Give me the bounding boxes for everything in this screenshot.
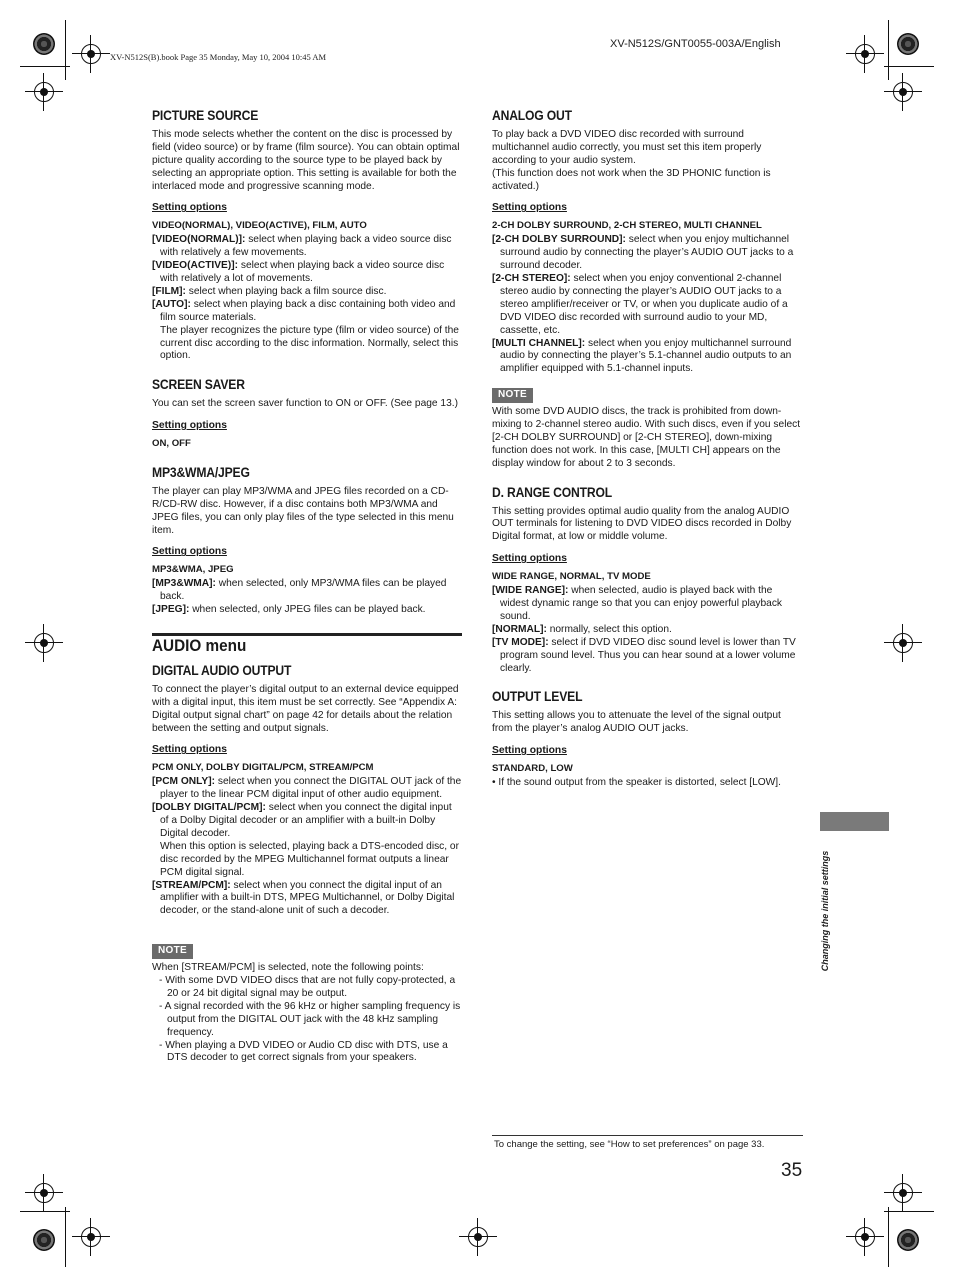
section-body: To play back a DVD VIDEO disc recorded with surround multichannel audio correctly, you must set this item properly according to your audio system.	[492, 128, 762, 166]
note-item: - A signal recorded with the 96 kHz or higher sampling frequency is output from the DIGITAL OUT jack with the 48 kHz sampling frequency.	[159, 1000, 461, 1038]
registration-dial-bottom-right	[897, 1229, 919, 1251]
crop-mark	[884, 1211, 934, 1212]
page-number: 35	[781, 1160, 803, 1181]
output-level-section	[492, 691, 802, 789]
option-continuation: When this option is selected, playing back a DTS-encoded disc, or disc recorded by the MPEG Multichannel format outputs a linear PCM digital signal.	[160, 840, 459, 878]
registration-mark	[34, 633, 54, 653]
registration-mark	[34, 82, 54, 102]
option-item: [PCM ONLY]: select when you connect the DIGITAL OUT jack of the player to the linear PCM digital input of other audio equipment.	[152, 776, 462, 801]
option-continuation: The player recognizes the picture type (film or video source) of the current disc according to the disc information. Normally, select this option.	[160, 324, 459, 362]
crop-mark	[65, 1207, 66, 1267]
registration-mark	[81, 1227, 101, 1247]
note-item: - With some DVD VIDEO discs that are not fully copy-protected, a 20 or 24 bit digital signal may be output.	[159, 975, 456, 999]
note-badge: NOTE	[152, 944, 193, 959]
option-item: [DOLBY DIGITAL/PCM]: select when you connect the digital input of a Dolby Digital decoder or an amplifier with a built-in Dolby Digital decoder.	[152, 802, 452, 839]
d-range-control-section	[492, 484, 802, 676]
screen-saver-section	[152, 379, 462, 451]
registration-mark	[468, 1227, 488, 1247]
audio-menu-title: AUDIO menu	[152, 636, 247, 655]
section-body: You can set the screen saver function to ON or OFF. (See page 13.)	[152, 398, 458, 410]
section-title: DIGITAL AUDIO OUTPUT	[152, 662, 292, 678]
footer-divider	[492, 1135, 803, 1136]
section-body: This mode selects whether the content on the disc is processed by field (video source) or by frame (film source). You can obtain optimal picture quality according to the source type to be played back by selecting an appropriate option. This setting is available for both the interlaced mode and progressive scanning mode.	[152, 128, 460, 192]
option-item: [2-CH DOLBY SURROUND]: select when you enjoy multichannel surround audio by connecting the player’s AUDIO OUT jacks to a surround decoder.	[492, 234, 794, 272]
registration-mark	[34, 1183, 54, 1203]
setting-options-label: Setting options	[152, 202, 227, 214]
section-body-note: (This function does not work when the 3D PHONIC function is activated.)	[492, 167, 771, 192]
crop-mark	[888, 1207, 889, 1267]
registration-dial-top-left	[33, 33, 55, 55]
option-item: [TV MODE]: select if DVD VIDEO disc sound level is lower than TV program sound level. Thus you can hear sound at a lower volume clearly.	[492, 636, 796, 674]
mp3-wma-jpeg-section	[152, 464, 462, 617]
options-list: WIDE RANGE, NORMAL, TV MODE	[492, 571, 651, 583]
option-item: [VIDEO(ACTIVE)]: select when playing back a video source disc with relatively a lot of movements.	[152, 260, 445, 284]
doc-code: XV-N512S/GNT0055-003A/English	[610, 38, 781, 50]
option-item: [AUTO]: select when playing back a disc containing both video and film source materials.	[152, 298, 456, 323]
options-list: MP3&WMA, JPEG	[152, 564, 234, 576]
picture-source-section	[152, 110, 462, 363]
options-list: VIDEO(NORMAL), VIDEO(ACTIVE), FILM, AUTO	[152, 220, 367, 232]
registration-mark	[855, 44, 875, 64]
option-item: [MP3&WMA]: when selected, only MP3/WMA files can be played back.	[152, 578, 447, 603]
section-title: PICTURE SOURCE	[152, 108, 259, 123]
registration-mark	[893, 633, 913, 653]
setting-options-label: Setting options	[492, 745, 567, 757]
note-item: - When playing a DVD VIDEO or Audio CD disc with DTS, use a DTS decoder to get correct signals from your speakers.	[159, 1039, 448, 1064]
section-body: This setting provides optimal audio quality from the analog AUDIO OUT terminals for listening to DVD VIDEO discs recorded in Dolby Digital format, at low or middle volume.	[492, 505, 792, 543]
note-badge: NOTE	[492, 388, 533, 403]
right-column	[492, 110, 802, 806]
chapter-side-label: Changing the initial settings	[820, 850, 830, 972]
section-body: The player can play MP3/WMA and JPEG files recorded on a CD-R/CD-RW disc. However, if a disc contains both MP3/WMA and JPEG files, you can only play files of the type selected in this menu item.	[152, 485, 454, 536]
registration-mark	[893, 1183, 913, 1203]
crop-mark	[65, 20, 66, 80]
section-body: To connect the player’s digital output to an external device equipped with a digital input, this item must be set correctly. See “Appendix A: Digital output signal chart” on page 42 for details about the relation between the setting and output signals.	[152, 683, 459, 734]
setting-options-label: Setting options	[152, 744, 227, 756]
crop-mark	[884, 66, 934, 67]
registration-dial-top-right	[897, 33, 919, 55]
digital-audio-output-section	[152, 662, 462, 1065]
option-item: [JPEG]: when selected, only JPEG files can be played back.	[152, 604, 426, 616]
option-item: [FILM]: select when playing back a film source disc.	[152, 285, 387, 297]
setting-options-label: Setting options	[492, 553, 567, 565]
registration-mark	[893, 82, 913, 102]
footer-reference: To change the setting, see “How to set preferences” on page 33.	[494, 1139, 765, 1150]
setting-options-label: Setting options	[152, 546, 227, 558]
note-intro: When [STREAM/PCM] is selected, note the following points:	[152, 962, 424, 974]
registration-dial-bottom-left	[33, 1229, 55, 1251]
section-title: MP3&WMA/JPEG	[152, 464, 250, 480]
section-title: OUTPUT LEVEL	[492, 689, 583, 705]
setting-options-label: Setting options	[152, 420, 227, 432]
left-column	[152, 110, 462, 1081]
option-item: [MULTI CHANNEL]: select when you enjoy multichannel surround audio by connecting the player’s 5.1-channel audio outputs to an amplifier equipped with 5.1-channel inputs.	[492, 337, 792, 375]
option-item: [2-CH STEREO]: select when you enjoy conventional 2-channel stereo audio by connecting the player’s AUDIO OUT jacks to a stereo amplifier/receiver or TV, or when you duplicate audio of a DVD VIDEO disc recorded with surround audio to your MD, cassette, etc.	[492, 272, 788, 336]
options-list: ON, OFF	[152, 438, 191, 450]
setting-options-label: Setting options	[492, 202, 567, 214]
crop-mark	[888, 20, 889, 80]
option-item: [WIDE RANGE]: when selected, audio is played back with the widest dynamic range so that you can enjoy powerful playback sound.	[492, 585, 783, 622]
options-list: PCM ONLY, DOLBY DIGITAL/PCM, STREAM/PCM	[152, 762, 374, 774]
chapter-tab	[820, 812, 889, 831]
bullet-item: • If the sound output from the speaker is distorted, select [LOW].	[492, 776, 781, 788]
section-title: D. RANGE CONTROL	[492, 484, 612, 500]
crop-mark	[20, 1211, 70, 1212]
analog-out-section	[492, 110, 802, 471]
options-list: STANDARD, LOW	[492, 763, 573, 775]
section-body: This setting allows you to attenuate the level of the signal output from the player’s analog AUDIO OUT jacks.	[492, 710, 781, 735]
crop-mark	[20, 66, 70, 67]
section-title: SCREEN SAVER	[152, 377, 245, 393]
file-info: XV-N512S(B).book Page 35 Monday, May 10, 2004 10:45 AM	[110, 52, 327, 62]
option-item: [VIDEO(NORMAL)]: select when playing back a video source disc with relatively a few movements.	[152, 234, 452, 259]
section-title: ANALOG OUT	[492, 108, 572, 123]
options-list: 2-CH DOLBY SURROUND, 2-CH STEREO, MULTI CHANNEL	[492, 220, 762, 232]
option-item: [STREAM/PCM]: select when you connect the digital input of an amplifier with a built-in DTS, MPEG Multichannel, or Dolby Digital decoder, or the stand-alone unit of such a decoder.	[152, 879, 455, 917]
registration-mark	[855, 1227, 875, 1247]
registration-mark	[81, 44, 101, 64]
note-text: With some DVD AUDIO discs, the track is prohibited from down-mixing to 2-channel stereo audio. With such discs, even if you select [2-CH DOLBY SURROUND] or [2-CH STEREO], down-mixing function does not work. In this case, [MULTI CH] appears on the display window for about 2 to 3 seconds.	[492, 406, 801, 469]
option-item: [NORMAL]: normally, select this option.	[492, 623, 672, 635]
